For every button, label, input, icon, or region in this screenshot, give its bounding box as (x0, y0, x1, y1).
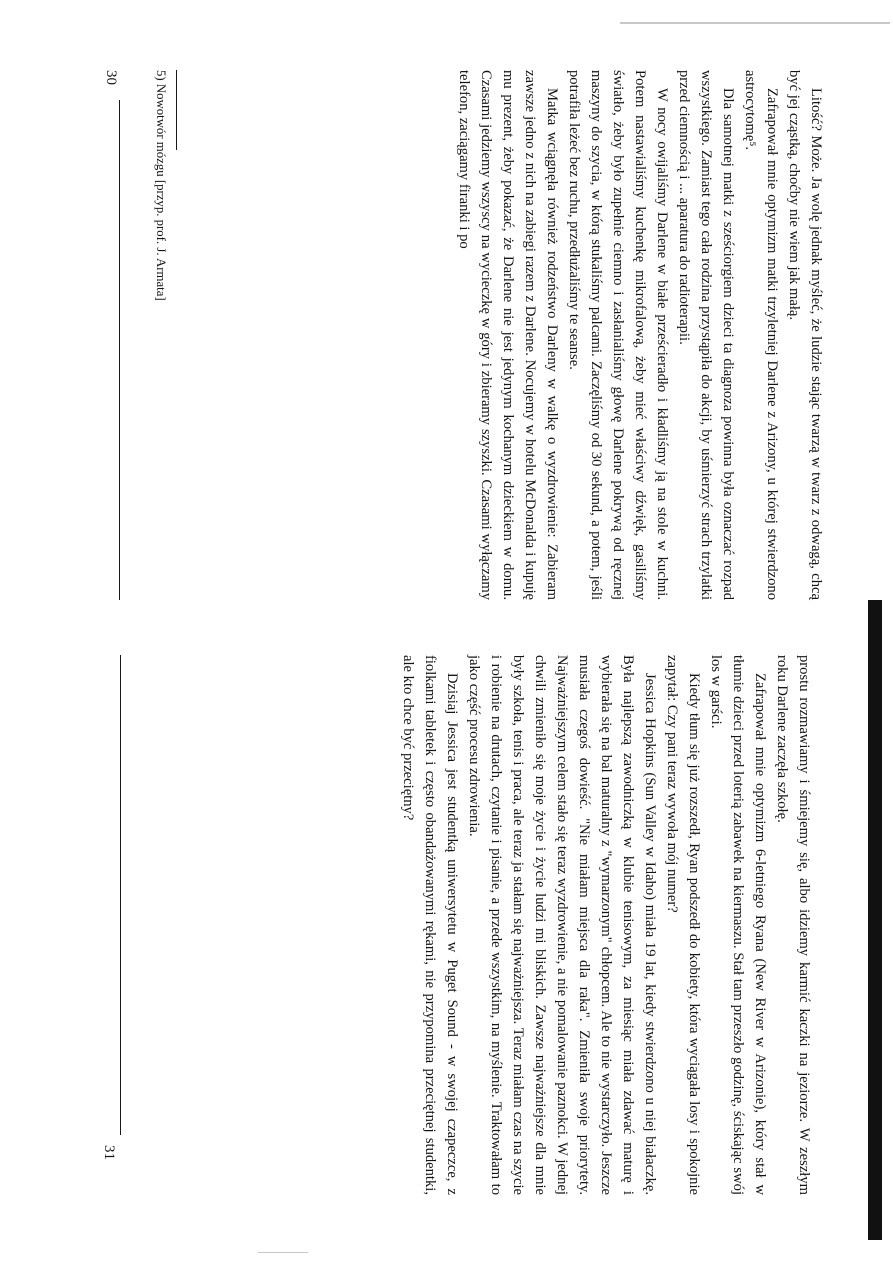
right-page (101, 655, 893, 1200)
header-rule (120, 655, 121, 1135)
book-spine-shadow (868, 600, 882, 1240)
scan-smudge (258, 1252, 308, 1253)
left-page (103, 70, 893, 600)
paragraph: Jessica Hopkins (Sun Valley w Idaho) miała 19 lat, kiedy stwierdzono u niej białaczkę. Była najlepszą zawodniczką w klubie tenisowym, za miesiąc miała zdawać maturę i wybierała się na bal maturalny z "wymarzonym" chłopcem. Ale to nie wystarczyło. Jeszcze musiała czegoś dowieść. "Nie miałam miejsca dla raka". Zmieniła swoje priorytety. Najważniejszym celem stało się teraz wyzdrowienie, a nie pomalowanie paznokci. W jednej chwili zmieniło się moje życie i życie ludzi mi bliskich. Zawsze najważniejsze dla mnie były szkoła, tenis i praca, ale teraz ja stałam się najważniejsza. Teraz miałam czas na szycie i robienie na drutach, czytanie i pisanie, a przede wszystkim, na myślenie. Traktowałam to jako część procesu zdrowienia. (466, 655, 658, 1195)
page-number: 30 (103, 70, 119, 85)
paragraph: W nocy owijaliśmy Darlene w białe prześcieradło i kładliśmy ją na stole w kuchni. Potem nastawialiśmy kuchenkę mikrofalową, żeby mieć właściwy dźwięk, gasiliśmy światło, żeby było zupełnie ciemno i zasłanialiśmy głowę Darlene pokrywą od ręcznej maszyny do szycia, w którą stukaliśmy palcami. Zaczęliśmy od 30 sekund, a potem, jeśli potrafiła leżeć bez ruchu, przedłużaliśmy te seanse. (566, 70, 670, 600)
paragraph: Kiedy tłum się już rozszedł, Ryan podszedł do kobiety, która wyciągała losy i spokojnie zapytał: Czy pani teraz wywoła mój numer? (664, 655, 702, 1195)
paragraph: Matka wciągnęła również rodzeństwo Darleny w walkę o wyzdrowienie: Zabieram zawsze jedno z nich na zabiegi razem z Darlene. Nocujemy w hotelu McDonalda i kupuję mu prezent, żeby pokazać, że Darlene nie jest jedynym kochanym dzieckiem w domu. Czasami jedziemy wszyscy na wycieczkę w góry i zbieramy szyszki. Czasami wyłączamy telefon, zaciągamy firanki i po (456, 70, 560, 600)
paragraph: Dzisiaj Jessica jest studentką uniwersytetu w Puget Sound - w swojej czapeczce, z fiolkami tabletek i często obandażowanymi rękami, nie przypomina przeciętnej studentki, ale kto chce być przeciętny? (400, 655, 460, 1195)
footnote-text: 5) Nowotwór mózgu [przyp. prof. J. Armata] (154, 70, 168, 301)
header-rule (119, 100, 120, 600)
page-number: 31 (101, 1145, 117, 1160)
paragraph: prostu rozmawiamy i śmiejemy się, albo idziemy karmić kaczki na jeziorze. W zeszłym roku Darlene zaczęła szkołę. (774, 655, 812, 1195)
paragraph: Dla samotnej matki z sześciorgiem dzieci ta diagnoza powinna była oznaczać rozpad wszystkiego. Zamiast tego cała rodzina przystąpiła do akcji, by uśmierzyć strach trzylatki przed ciemnością i ... aparatura do radioterapii. (676, 70, 736, 600)
footnote-area (152, 70, 177, 590)
scan-smudge (620, 22, 890, 24)
paragraph: Zafrapował mnie optymizm 6-letniego Ryana (New River w Arizonie), który stał w tłumie dzieci przed loterią zabawek na kiermaszu. Stał tam przeszło godzinę, ściskając swój los w garści. (708, 655, 768, 1195)
paragraph: Litość? Może. Ja wolę jednak myśleć, że ludzie stając twarzą w twarz z odwagą, chcą być jej cząstką, choćby nie wiem jak małą. (786, 70, 824, 600)
paragraph: Zafrapował mnie optymizm matki trzyletniej Darlene z Arizony, u której stwierdzono astrocytomę⁵. (742, 70, 780, 600)
right-page-body (397, 655, 815, 1195)
footnote-rule (176, 70, 177, 150)
left-page-body (453, 70, 827, 600)
